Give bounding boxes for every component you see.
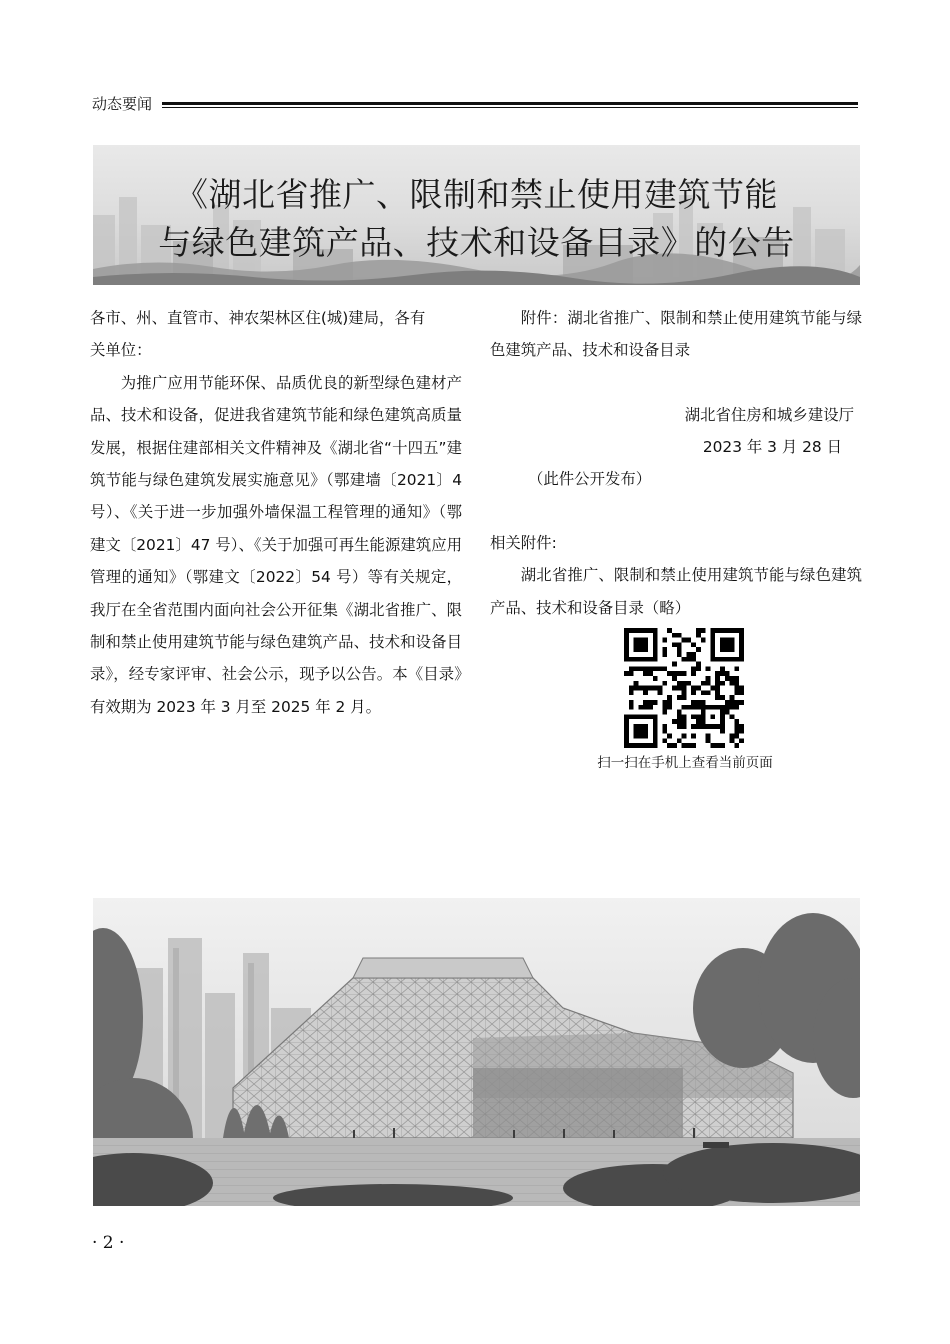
title-line-1: 《湖北省推广、限制和禁止使用建筑节能: [175, 175, 778, 214]
qr-caption: 扫一扫在手机上查看当前页面: [597, 755, 773, 771]
title-line-2: 与绿色建筑产品、技术和设备目录》的公告: [158, 223, 795, 262]
header-rule-thin: [162, 107, 858, 108]
header-rule-thick: [162, 102, 858, 105]
architecture-illustration: [93, 898, 860, 1206]
addressee-line-1: 各市、州、直管市、神农架林区住(城)建局，各有: [90, 309, 426, 327]
qr-code[interactable]: [624, 628, 744, 748]
right-column: [490, 302, 862, 624]
attachment-note: 附件：湖北省推广、限制和禁止使用建筑节能与绿色建筑产品、技术和设备目录: [490, 309, 862, 360]
related-attachments-label: 相关附件:: [490, 533, 557, 552]
qr-code-icon: [624, 628, 744, 748]
document-title: [93, 171, 860, 267]
issue-date: 2023 年 3 月 28 日: [702, 437, 842, 456]
announcement-body: 为推广应用节能环保、品质优良的新型绿色建材产品、技术和设备，促进我省建筑节能和绿色建筑高质量发展，根据住建部相关文件精神及《湖北省“十四五”建筑节能与绿色建筑发展实施意见》（鄂建墙〔2021〕4 号）、《关于进一步加强外墙保温工程管理的通知》（鄂建文〔2021〕47 号）、《关于加强可再生能源建筑应用管理的通知》（鄂建文〔2022〕54 号）等有关规定，我厅在全省范围内面向社会公开征集《湖北省推广、限制和禁止使用建筑节能与绿色建筑产品、技术和设备目录》，经专家评审、社会公示，现予以公告。本《目录》有效期为 2023 年 3 月至 2025 年 2 月。: [90, 373, 462, 716]
publication-note: （此件公开发布）: [528, 469, 652, 488]
issuing-authority: 湖北省住房和城乡建设厅: [684, 405, 854, 424]
title-banner: [93, 145, 860, 285]
architecture-photo: [93, 898, 860, 1206]
related-attachment-item: 湖北省推广、限制和禁止使用建筑节能与绿色建筑产品、技术和设备目录（略）: [490, 566, 862, 617]
section-header: [92, 94, 858, 116]
page-number: · 2 ·: [92, 1233, 125, 1253]
section-label: 动态要闻: [92, 95, 153, 113]
addressee-line-2: 关单位：: [90, 341, 152, 360]
left-column: [90, 302, 462, 723]
